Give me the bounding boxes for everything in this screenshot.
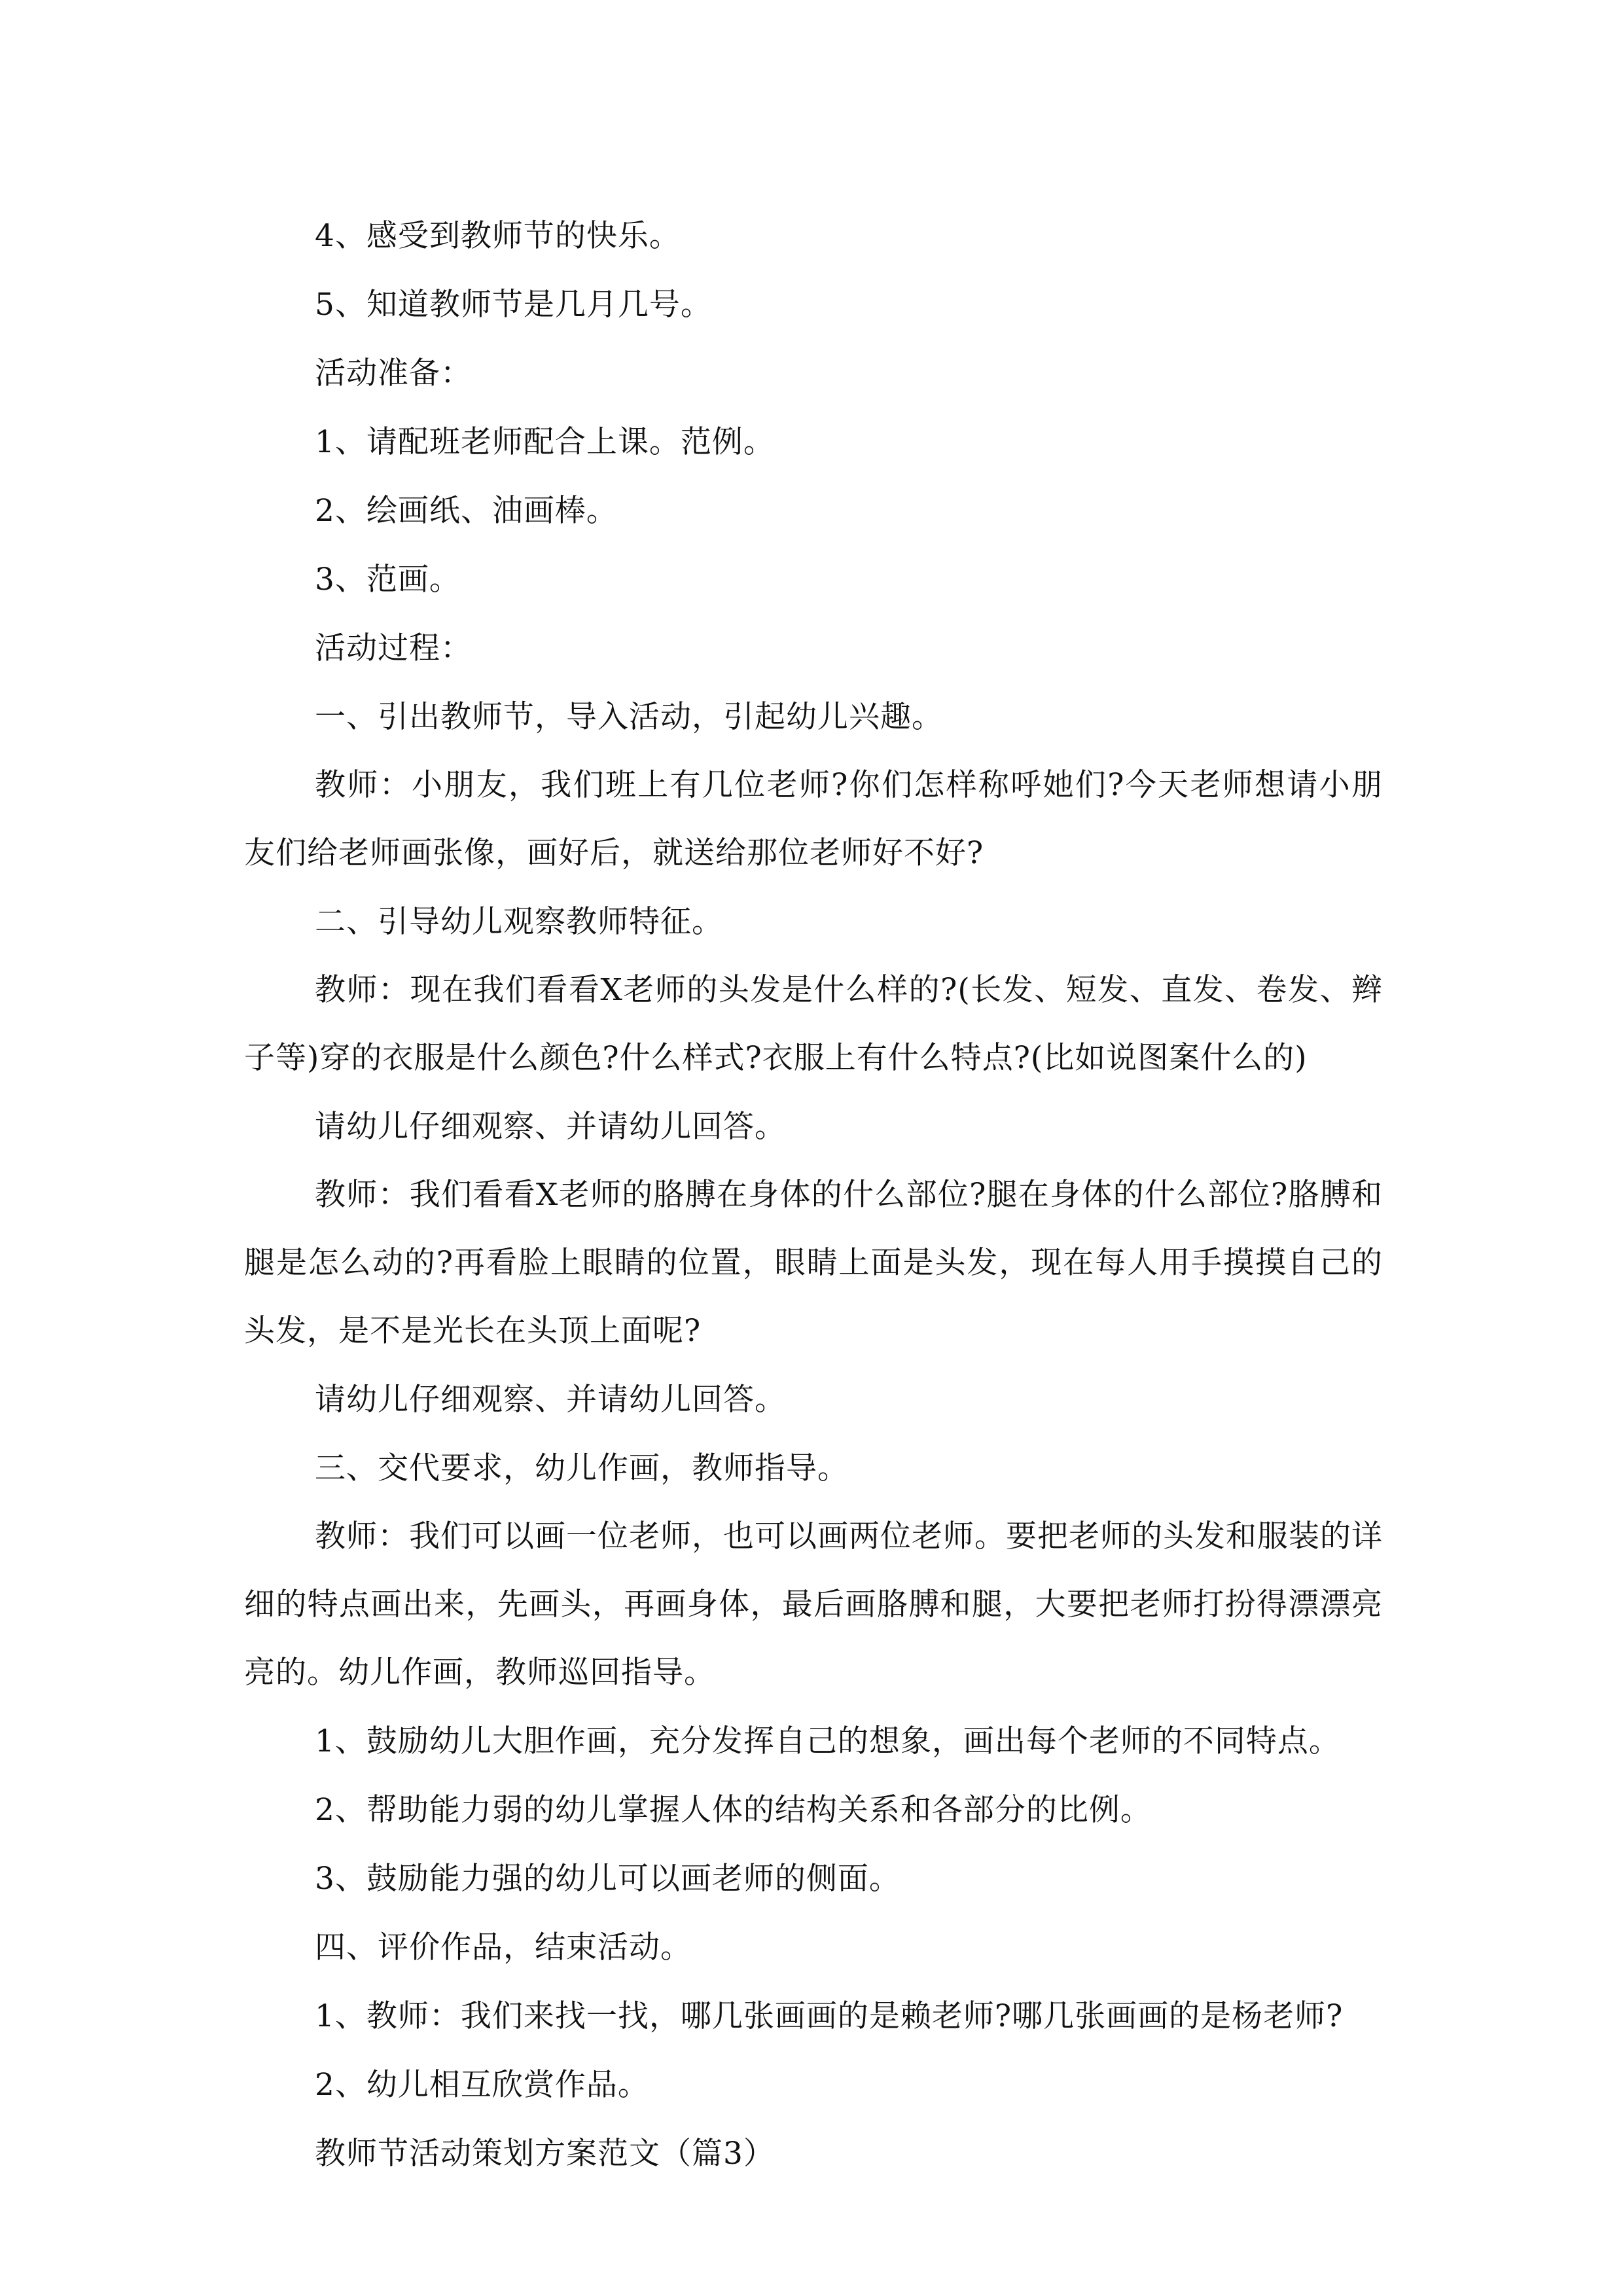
body-paragraph: 教师：我们看看X老师的胳膊在身体的什么部位?腿在身体的什么部位?胳膊和腿是怎么动的?再看脸上眼睛的位置，眼睛上面是头发，现在每人用手摸摸自己的头发，是不是光长在头顶上面呢? xyxy=(244,1177,1383,1349)
body-paragraph: 教师：现在我们看看X老师的头发是什么样的?(长发、短发、直发、卷发、辫子等)穿的衣服是什么颜色?什么样式?衣服上有什么特点?(比如说图案什么的) xyxy=(244,972,1383,1076)
body-paragraph: 请幼儿仔细观察、并请幼儿回答。 xyxy=(315,1109,786,1145)
body-paragraph: 请幼儿仔细观察、并请幼儿回答。 xyxy=(315,1382,786,1418)
step-heading-4: 四、评价作品，结束活动。 xyxy=(315,1929,692,1965)
section-heading-process: 活动过程： xyxy=(315,630,472,666)
list-item-prep-2: 2、绘画纸、油画棒。 xyxy=(315,493,618,529)
list-item-eval-1: 1、教师：我们来找一找，哪几张画画的是赖老师?哪几张画画的是杨老师? xyxy=(315,1998,1344,2034)
document-body xyxy=(244,202,1383,2188)
list-item-guide-1: 1、鼓励幼儿大胆作画，充分发挥自己的想象，画出每个老师的不同特点。 xyxy=(315,1723,1340,1759)
section-heading-preparation: 活动准备： xyxy=(315,355,472,391)
list-item-goal-5: 5、知道教师节是几月几号。 xyxy=(315,287,712,323)
list-item-goal-4: 4、感受到教师节的快乐。 xyxy=(315,218,681,254)
step-heading-3: 三、交代要求，幼儿作画，教师指导。 xyxy=(315,1450,849,1486)
list-item-guide-3: 3、鼓励能力强的幼儿可以画老师的侧面。 xyxy=(315,1861,901,1897)
list-item-eval-2: 2、幼儿相互欣赏作品。 xyxy=(315,2067,649,2103)
list-item-guide-2: 2、帮助能力弱的幼儿掌握人体的结构关系和各部分的比例。 xyxy=(315,1792,1152,1828)
list-item-prep-1: 1、请配班老师配合上课。范例。 xyxy=(315,424,775,460)
next-article-title: 教师节活动策划方案范文（篇3） xyxy=(315,2136,775,2172)
step-heading-2: 二、引导幼儿观察教师特征。 xyxy=(315,904,723,940)
body-paragraph: 教师：我们可以画一位老师，也可以画两位老师。要把老师的头发和服装的详细的特点画出来，先画头，再画身体，最后画胳膊和腿，大要把老师打扮得漂漂亮亮的。幼儿作画，教师巡回指导。 xyxy=(244,1518,1383,1691)
step-heading-1: 一、引出教师节，导入活动，引起幼儿兴趣。 xyxy=(315,699,943,735)
body-paragraph: 教师：小朋友，我们班上有几位老师?你们怎样称呼她们?今天老师想请小朋友们给老师画张像，画好后，就送给那位老师好不好? xyxy=(244,767,1383,871)
list-item-prep-3: 3、范画。 xyxy=(315,562,461,598)
